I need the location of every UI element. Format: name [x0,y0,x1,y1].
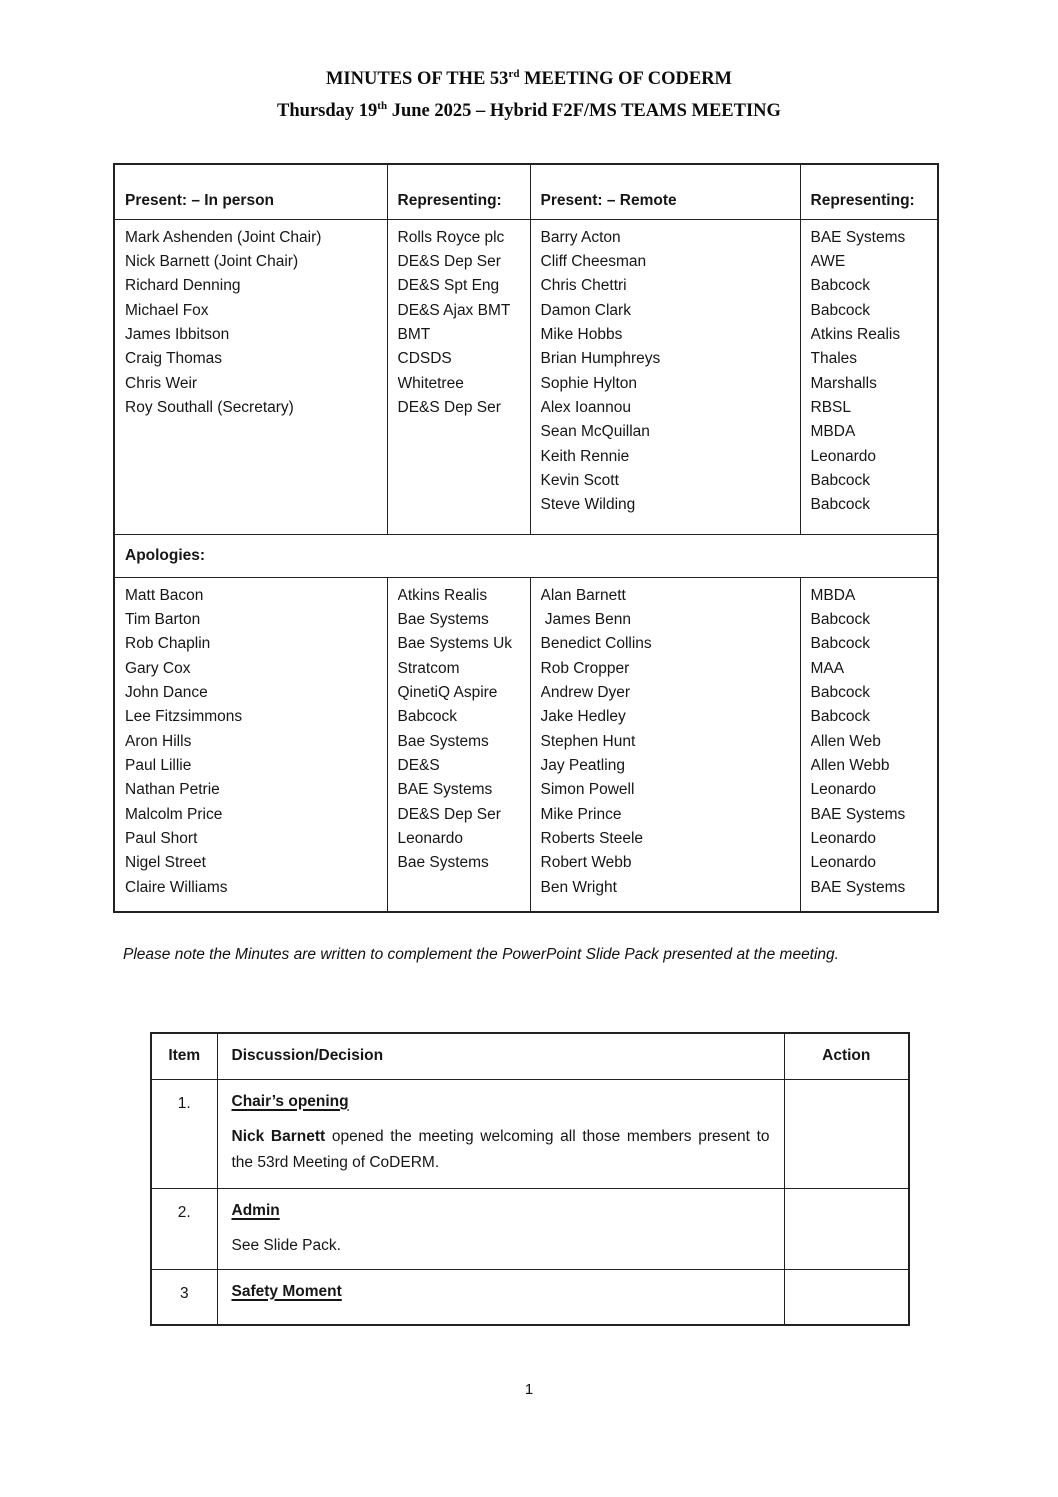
list-line: Babcock [810,610,870,628]
list-line: AWE [810,252,846,270]
list-line: Rob Cropper [540,659,630,677]
list-line: Paul Short [125,829,198,847]
speaker-name: Nick Barnett [231,1127,326,1145]
list-line: Mark Ashenden (Joint Chair) [125,228,322,246]
list-line: Gary Cox [125,659,191,677]
document-title [0,61,1058,125]
list-line: Malcolm Price [125,805,223,823]
list-line: Barry Acton [540,228,621,246]
list-line: MAA [810,659,845,677]
list-line: Atkins Realis [397,586,488,604]
document-title-line-2: Thursday 19th June 2025 – Hybrid F2F/MS TEAMS MEETING [277,100,781,122]
list-line: Nathan Petrie [125,781,220,799]
list-line: DE&S Ajax BMT [397,301,511,319]
list-line: Aron Hills [125,732,192,750]
list-line: DE&S Dep Ser [397,252,501,270]
list-line: Stephen Hunt [540,732,636,750]
list-line: Tim Barton [125,610,201,628]
ordinal-superscript: th [377,100,388,113]
list-line: Chris Chettri [540,277,627,295]
action-cell [784,1188,909,1269]
list-line: Mike Hobbs [540,325,623,343]
list-line: MBDA [810,423,856,441]
action-cell [784,1079,909,1188]
list-line: BAE Systems [810,805,906,823]
header-representing-remote: Representing: [800,164,938,219]
present-row [114,219,938,534]
list-line: Leonardo [810,829,877,847]
list-line: BAE Systems [397,781,493,799]
list-line: DE&S Dep Ser [397,398,501,416]
apologies-left-representing-cell [387,577,530,912]
apologies-row [114,577,938,912]
list-line: Leonardo [810,781,877,799]
list-line: Sean McQuillan [540,423,650,441]
list-line: BAE Systems [810,228,906,246]
list-line: Rob Chaplin [125,635,211,653]
list-line: Steve Wilding [540,496,636,514]
attendance-table [113,163,939,913]
list-line: James Benn [540,610,631,628]
minutes-table [150,1032,910,1326]
list-line: Thales [810,350,858,368]
item-number: 2. [151,1188,217,1269]
list-line: Babcock [397,708,457,726]
list-line: DE&S Spt Eng [397,277,500,295]
section-heading: Chair’s opening [231,1092,349,1110]
list-line: RBSL [810,398,851,416]
apologies-label-row [114,534,938,577]
apologies-label: Apologies: [114,534,938,577]
list-line: Claire Williams [125,878,228,896]
list-line: Allen Webb [810,756,890,774]
list-line: Damon Clark [540,301,631,319]
apologies-right-representing-cell [800,577,938,912]
list-line: Bae Systems [397,732,489,750]
list-line: Ben Wright [540,878,617,896]
apologies-left-names-cell [114,577,387,912]
list-line: Allen Web [810,732,881,750]
list-line: Nick Barnett (Joint Chair) [125,252,299,270]
slide-pack-note: Please note the Minutes are written to complement the PowerPoint Slide Pack presented at the meeting. [123,946,839,963]
remote-representing-cell [800,219,938,534]
list-line: Babcock [810,471,870,489]
header-present-remote: Present: – Remote [530,164,800,219]
list-line: Jake Hedley [540,708,626,726]
list-line: Babcock [810,277,870,295]
document-title-line-1: MINUTES OF THE 53rd MEETING OF CODERM [325,68,733,90]
list-line: Babcock [810,708,870,726]
item-number: 1. [151,1079,217,1188]
minutes-header-row [151,1033,909,1079]
header-representing-in-person: Representing: [387,164,530,219]
list-line: Whitetree [397,374,464,392]
list-line: Andrew Dyer [540,683,631,701]
header-action: Action [784,1033,909,1079]
list-line: Jay Peatling [540,756,625,774]
list-line: Kevin Scott [540,471,619,489]
list-line: DE&S Dep Ser [397,805,501,823]
list-line: Lee Fitzsimmons [125,708,243,726]
list-line: BAE Systems [810,878,906,896]
list-line: James Ibbitson [125,325,230,343]
action-cell [784,1269,909,1325]
list-line: Babcock [810,301,870,319]
list-line: Alex Ioannou [540,398,631,416]
list-line: CDSDS [397,350,452,368]
list-line: Benedict Collins [540,635,652,653]
attendance-header-row [114,164,938,219]
list-line: Robert Webb [540,854,632,872]
minutes-row-safety-moment [151,1269,909,1325]
section-heading: Safety Moment [231,1282,342,1300]
list-line: Paul Lillie [125,756,192,774]
list-line: Michael Fox [125,301,209,319]
header-item: Item [151,1033,217,1079]
list-line: Keith Rennie [540,447,630,465]
minutes-row-chairs-opening [151,1079,909,1188]
minutes-row-admin [151,1188,909,1269]
list-line: Alan Barnett [540,586,626,604]
list-line: Bae Systems [397,854,489,872]
section-heading: Admin [231,1201,280,1219]
list-line: Nigel Street [125,854,206,872]
list-line: Leonardo [397,829,464,847]
list-line: Chris Weir [125,374,198,392]
list-line: DE&S [397,756,440,774]
list-line: Cliff Cheesman [540,252,647,270]
discussion-text: See Slide Pack. [231,1236,341,1254]
apologies-right-names-cell [530,577,800,912]
list-line: Roy Southall (Secretary) [125,398,294,416]
list-line: Leonardo [810,854,877,872]
in-person-representing-cell [387,219,530,534]
list-line: Rolls Royce plc [397,228,505,246]
header-discussion-decision: Discussion/Decision [217,1033,784,1079]
list-line: Simon Powell [540,781,635,799]
list-line: Stratcom [397,659,460,677]
list-line: Babcock [810,683,870,701]
remote-names-cell [530,219,800,534]
list-line: Bae Systems Uk [397,635,513,653]
list-line: Craig Thomas [125,350,223,368]
ordinal-superscript: rd [508,68,520,80]
list-line: Mike Prince [540,805,622,823]
list-line: Leonardo [810,447,877,465]
list-line: John Dance [125,683,208,701]
header-present-in-person: Present: – In person [114,164,387,219]
list-line: Matt Bacon [125,586,204,604]
list-line: Marshalls [810,374,877,392]
discussion-text: Nick Barnett opened the meeting welcoming all those members present to the 53rd Meeting of CoDERM. [231,1127,770,1171]
list-line: Babcock [810,635,870,653]
list-line: MBDA [810,586,856,604]
list-line: Brian Humphreys [540,350,661,368]
list-line: Roberts Steele [540,829,644,847]
list-line: Babcock [810,496,870,514]
list-line: BMT [397,325,431,343]
in-person-names-cell [114,219,387,534]
page-number: 1 [524,1381,534,1398]
list-line: Sophie Hylton [540,374,638,392]
list-line: QinetiQ Aspire [397,683,498,701]
item-number: 3 [151,1269,217,1325]
list-line: Bae Systems [397,610,489,628]
list-line: Richard Denning [125,277,241,295]
list-line: Atkins Realis [810,325,901,343]
